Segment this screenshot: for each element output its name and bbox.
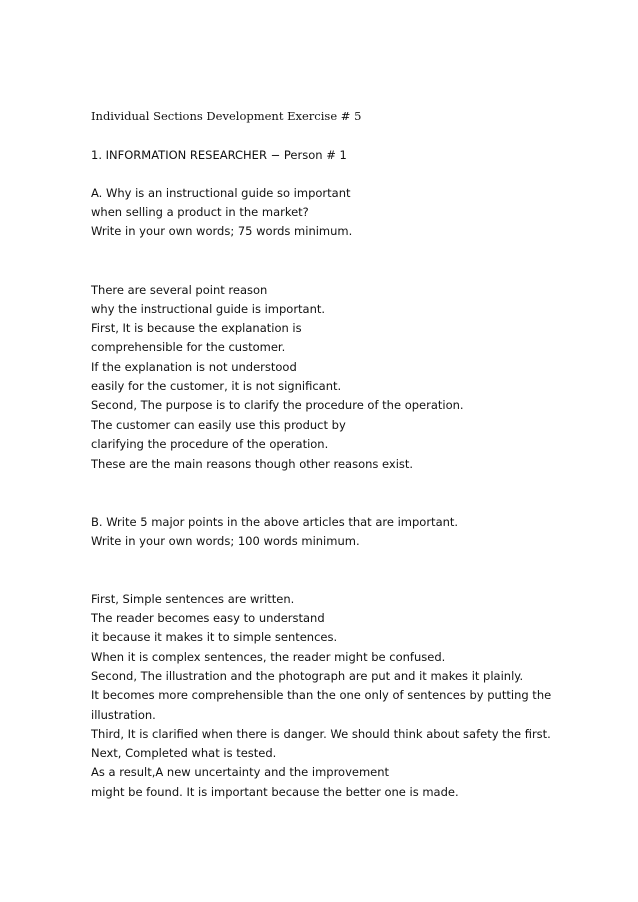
answer-b-line: Next, Completed what is tested. [91, 746, 277, 760]
answer-b-line: It becomes more comprehensible than the one only of sentences by putting the [91, 688, 552, 702]
answer-b-line: The reader becomes easy to understand [91, 611, 325, 625]
answer-a-line: These are the main reasons though other reasons exist. [91, 457, 414, 471]
answer-b-line: As a result,A new uncertainty and the improvement [91, 765, 390, 779]
answer-a-line: easily for the customer, it is not significant. [91, 379, 342, 393]
answer-a-line: clarifying the procedure of the operation. [91, 437, 329, 451]
section-heading: 1. INFORMATION RESEARCHER − Person # 1 [91, 148, 347, 162]
answer-b-line: it because it makes it to simple sentences. [91, 630, 338, 644]
answer-b-line: illustration. [91, 708, 156, 722]
answer-a-line: Second, The purpose is to clarify the procedure of the operation. [91, 398, 464, 412]
answer-b-line: might be found. It is important because the better one is made. [91, 785, 459, 799]
question-a-line: Write in your own words; 75 words minimum. [91, 224, 353, 238]
answer-a-line: First, It is because the explanation is [91, 321, 302, 335]
question-b-line: Write in your own words; 100 words minimum. [91, 534, 360, 548]
answer-b-line: Second, The illustration and the photograph are put and it makes it plainly. [91, 669, 524, 683]
answer-b-line: Third, It is clarified when there is danger. We should think about safety the first. [91, 727, 551, 741]
answer-a-line: why the instructional guide is important. [91, 302, 326, 316]
answer-a-line: The customer can easily use this product by [91, 418, 346, 432]
question-a-line: A. Why is an instructional guide so important [91, 186, 351, 200]
answer-a-line: There are several point reason [91, 283, 268, 297]
question-a-line: when selling a product in the market? [91, 205, 309, 219]
answer-a-line: comprehensible for the customer. [91, 340, 286, 354]
answer-b-line: When it is complex sentences, the reader might be confused. [91, 650, 446, 664]
answer-b-line: First, Simple sentences are written. [91, 592, 295, 606]
question-b-line: B. Write 5 major points in the above articles that are important. [91, 515, 459, 529]
document-title: Individual Sections Development Exercise # 5 [91, 109, 362, 123]
answer-a-line: If the explanation is not understood [91, 360, 297, 374]
